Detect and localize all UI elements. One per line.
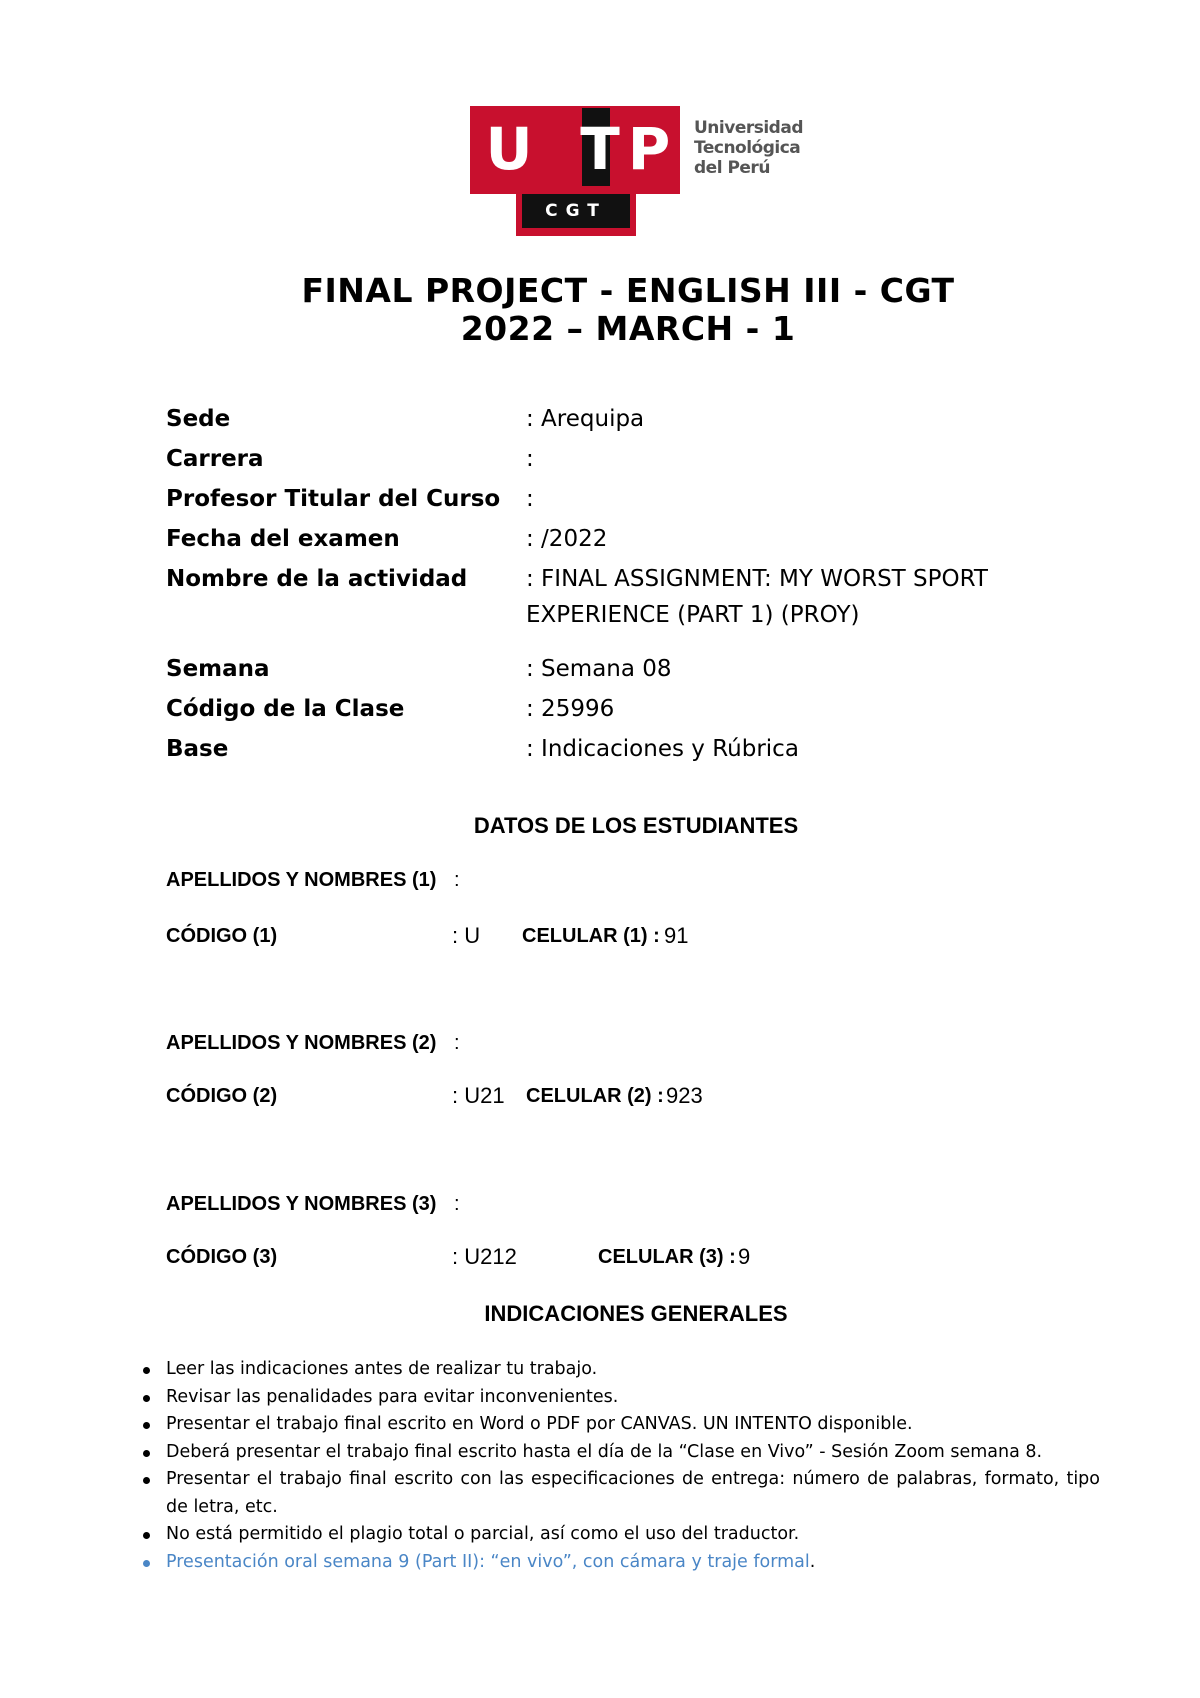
info-value: : FINAL ASSIGNMENT: MY WORST SPORT — [526, 566, 988, 592]
info-value: : 25996 — [526, 696, 615, 722]
info-value: : — [526, 446, 534, 472]
highlight-text: Presentación oral semana 9 (Part II): “en vivo”, con cámara y traje formal — [166, 1551, 810, 1572]
logo-univ-line: del Perú — [694, 158, 770, 178]
list-item: Presentar el trabajo final escrito con las especificaciones de entrega: número de palabras, formato, tipo de letra, etc. — [140, 1466, 1100, 1521]
student-code-label: CÓDIGO (3) — [166, 1246, 278, 1268]
list-item: Leer las indicaciones antes de realizar tu trabajo. — [140, 1356, 1100, 1384]
info-value: : /2022 — [526, 526, 608, 552]
info-value: : Arequipa — [526, 406, 645, 432]
list-item-highlight — [140, 1549, 1100, 1577]
info-label: Semana — [166, 656, 270, 682]
student-phone-label: CELULAR (3) : — [598, 1246, 736, 1268]
logo-cgt: CGT — [522, 194, 630, 228]
student-phone-value: 91 — [664, 923, 689, 948]
student-name-label: APELLIDOS Y NOMBRES (2) — [166, 1032, 437, 1054]
list-item: No está permitido el plagio total o parcial, así como el uso del traductor. — [140, 1521, 1100, 1549]
logo-university-name — [694, 118, 803, 178]
student-name-label: APELLIDOS Y NOMBRES (1) — [166, 869, 437, 891]
student-phone-value: 923 — [666, 1083, 703, 1108]
students-heading: DATOS DE LOS ESTUDIANTES — [473, 813, 799, 838]
list-item: Revisar las penalidades para evitar inconvenientes. — [140, 1384, 1100, 1412]
list-item: Presentar el trabajo final escrito en Word o PDF por CANVAS. UN INTENTO disponible. — [140, 1411, 1100, 1439]
info-value: : Indicaciones y Rúbrica — [526, 736, 799, 762]
info-label: Sede — [166, 406, 231, 432]
general-heading: INDICACIONES GENERALES — [484, 1301, 788, 1326]
info-label: Base — [166, 736, 229, 762]
student-code-label: CÓDIGO (1) — [166, 925, 278, 947]
logo-letter-t: T — [580, 115, 620, 183]
logo-univ-line: Tecnológica — [694, 138, 801, 158]
student-name-value: : — [454, 1032, 460, 1054]
info-label: Código de la Clase — [166, 696, 405, 722]
student-phone-label: CELULAR (1) : — [522, 925, 660, 947]
student-name-label: APELLIDOS Y NOMBRES (3) — [166, 1193, 437, 1215]
logo-letter-u: U — [485, 115, 533, 183]
document-date: 2022 – MARCH - 1 — [460, 309, 796, 348]
utp-logo — [470, 106, 803, 236]
info-label: Profesor Titular del Curso — [166, 486, 501, 512]
student-code-value: : U21 — [452, 1083, 505, 1108]
logo-letter-p: P — [627, 115, 671, 183]
logo-univ-line: Universidad — [694, 118, 803, 138]
info-value: : — [526, 486, 534, 512]
list-item: Deberá presentar el trabajo final escrito hasta el día de la “Clase en Vivo” - Sesión Zoom semana 8. — [140, 1439, 1100, 1467]
highlight-tail: . — [809, 1551, 816, 1572]
student-phone-label: CELULAR (2) : — [526, 1085, 664, 1107]
indications-list — [140, 1356, 1100, 1576]
student-code-value: : U — [452, 923, 481, 948]
info-label: Carrera — [166, 446, 264, 472]
student-code-label: CÓDIGO (2) — [166, 1085, 278, 1107]
info-label: Nombre de la actividad — [166, 566, 468, 592]
info-value: EXPERIENCE (PART 1) (PROY) — [526, 602, 860, 628]
info-label: Fecha del examen — [166, 526, 400, 552]
student-name-value: : — [454, 1193, 460, 1215]
document-title: FINAL PROJECT - ENGLISH III - CGT — [301, 271, 955, 310]
student-phone-value: 9 — [738, 1244, 751, 1269]
student-code-value: : U212 — [452, 1244, 517, 1269]
student-name-value: : — [454, 869, 460, 891]
info-value: : Semana 08 — [526, 656, 672, 682]
